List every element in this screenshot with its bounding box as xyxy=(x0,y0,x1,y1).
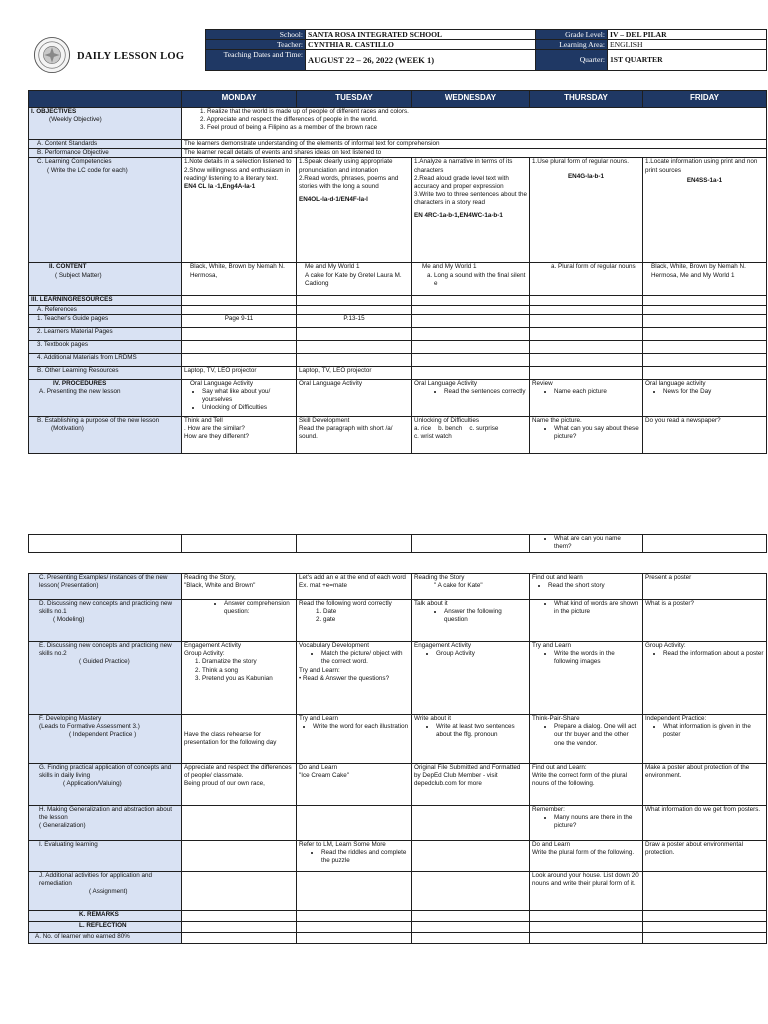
objectives-sub: (Weekly Objective) xyxy=(49,116,102,124)
proc-h-sub: ( Generalization) xyxy=(39,822,86,830)
proc-d-tuesday xyxy=(297,600,412,642)
area-label: Learning Area: xyxy=(536,40,608,50)
area-value: ENGLISH xyxy=(608,40,767,50)
content-title: II. CONTENT xyxy=(49,263,87,271)
proc-i-thu-1: Do and Learn xyxy=(532,841,571,848)
comp-tue-code: EN4OL-la-d-1/EN4F-la-l xyxy=(299,196,368,204)
remarks-row xyxy=(29,911,767,922)
quarter-label: Quarter: xyxy=(536,50,608,71)
proc-c-wednesday xyxy=(412,574,530,600)
proc-b-wed-d: c. wrist watch xyxy=(414,433,452,441)
objectives-list xyxy=(182,108,767,140)
comp-wed-3: 3.Write two to three sentences about the characters in a story read xyxy=(414,191,527,207)
content-tuesday xyxy=(297,263,412,296)
procedure-g-label xyxy=(29,764,182,806)
proc-i-friday: Draw a poster about environmental protection. xyxy=(643,841,767,872)
content-monday: Black, White, Brown by Nemah N. Hermosa, xyxy=(182,263,297,296)
proc-c-thu-title: Find out and learn xyxy=(532,574,583,581)
proc-f-fri-1: • What information is given in the poster xyxy=(663,723,764,739)
continuation-thursday xyxy=(530,535,643,553)
deped-seal-icon xyxy=(33,36,71,74)
proc-g-tue-2: "Ice Cream Cake" xyxy=(299,772,349,780)
document-title: DAILY LESSON LOG xyxy=(77,51,185,62)
proc-a-fri-title: Oral language activity xyxy=(645,379,706,387)
content-sub: ( Subject Matter) xyxy=(55,271,102,279)
comp-mon-2: 2.Show willingness and enthusiasm in reading/ listening to a literary text. xyxy=(184,166,291,182)
other-resources-label: B. Other Learning Resources xyxy=(29,366,182,379)
proc-b-friday: Do you read a newspaper? xyxy=(643,416,767,453)
learners-material-label: 2. Learners Material Pages xyxy=(29,327,182,340)
procedure-a-row xyxy=(29,379,767,416)
day-wednesday: WEDNESDAY xyxy=(412,91,530,108)
proc-c-thu-1: • Read the short story xyxy=(548,582,640,590)
proc-c-wed-2: " A cake for Kate" xyxy=(434,582,483,590)
procedure-a-label: A. Presenting the new lesson xyxy=(39,388,121,396)
proc-i-tuesday xyxy=(297,841,412,872)
day-thursday: THURSDAY xyxy=(530,91,643,108)
competencies-monday xyxy=(182,158,297,263)
tg-monday: Page 9-11 xyxy=(182,314,297,327)
teacher-label: Teacher: xyxy=(206,40,306,50)
comp-mon-1: 1.Note details in a selection listened to xyxy=(184,158,292,166)
proc-g-tue-1: Do and Learn xyxy=(299,764,338,771)
proc-e-wed-1: • Group Activity xyxy=(436,650,527,658)
lesson-grid-top xyxy=(28,90,767,454)
lrdms-row xyxy=(29,353,767,366)
proc-a-wednesday xyxy=(412,379,530,416)
procedure-e-label xyxy=(29,642,182,715)
proc-e-tue-1: • Match the picture/ object with the correct word. xyxy=(321,650,409,666)
proc-d-mon-1: • Answer comprehension question: xyxy=(224,600,294,616)
proc-g-sub: ( Application/Valuing) xyxy=(63,780,122,788)
content-standards-value: The learners demonstrate understanding of the elements of informal text for comprehension xyxy=(182,140,767,149)
procedure-b-sub: (Motivation) xyxy=(51,425,84,433)
proc-c-friday: Present a poster xyxy=(643,574,767,600)
proc-e-thursday xyxy=(530,642,643,715)
procedure-j-row xyxy=(29,872,767,911)
comp-wed-code: EN 4RC-1a-b-1,EN4WC-1a-b-1 xyxy=(414,211,503,219)
proc-g-title: G. Finding practical application of concepts and skills in daily living xyxy=(39,764,172,780)
proc-g-mon-2: Being proud of our own race, xyxy=(184,780,265,788)
grade-value: IV – DEL PILAR xyxy=(608,30,767,40)
proc-b-monday xyxy=(182,416,297,453)
proc-f-monday: Have the class rehearse for presentation for the following day xyxy=(182,715,297,764)
proc-f-friday xyxy=(643,715,767,764)
competencies-tuesday xyxy=(297,158,412,263)
proc-g-tuesday xyxy=(297,764,412,806)
proc-b-wed-c: c. surprise xyxy=(469,425,499,433)
proc-e-fri-title: Group Activity: xyxy=(645,642,686,649)
proc-c-wed-1: Reading the Story xyxy=(414,574,465,581)
proc-h-thu-title: Remember: xyxy=(532,806,565,813)
proc-a-tuesday: Oral Language Activity xyxy=(297,379,412,416)
comp-fri-1: 1.Locate information using print and non print sources xyxy=(645,158,758,174)
proc-f-wednesday xyxy=(412,715,530,764)
proc-d-thu-1: • What kind of words are shown in the picture xyxy=(554,600,640,616)
proc-d-tue-2: 2. gate xyxy=(323,616,409,624)
proc-f-sub2: ( Independent Practice ) xyxy=(69,731,137,739)
proc-b-tue-2: Read the paragraph with short /a/ sound. xyxy=(299,425,393,441)
performance-label: B. Performance Objective xyxy=(29,149,182,158)
proc-f-wed-1: • Write at least two sentences about the ffg. pronoun xyxy=(436,723,527,739)
proc-d-wed-1: • Answer the following question xyxy=(444,608,527,624)
proc-e-mon-2: 2. Think a song xyxy=(202,667,294,675)
continuation-row xyxy=(29,535,767,553)
procedure-d-row xyxy=(29,600,767,642)
proc-g-thu-1: Find out and Learn: xyxy=(532,764,587,771)
competencies-wednesday xyxy=(412,158,530,263)
proc-f-thursday xyxy=(530,715,643,764)
tg-tuesday: P.13-15 xyxy=(297,314,412,327)
proc-j-sub: ( Assignment) xyxy=(89,888,128,896)
proc-d-title: D. Discussing new concepts and practicing new skills no.1 xyxy=(39,600,173,616)
procedure-d-label xyxy=(29,600,182,642)
school-label: School: xyxy=(206,30,306,40)
lesson-grid-bottom xyxy=(28,573,767,944)
proc-c-tuesday xyxy=(297,574,412,600)
learners-material-row xyxy=(29,327,767,340)
teacher-value: CYNTHIA R. CASTILLO xyxy=(306,40,536,50)
competencies-thursday xyxy=(530,158,643,263)
proc-e-title: E. Discussing new concepts and practicing new skills no.2 xyxy=(39,642,172,658)
proc-h-title: H. Making Generalization and abstraction about the lesson xyxy=(39,806,173,822)
reflection-row xyxy=(29,922,767,933)
reflection-label: L. REFLECTION xyxy=(29,922,182,933)
competencies-title: C. Learning Competencies xyxy=(37,158,112,166)
procedure-b-title: B. Establishing a purpose of the new lesson xyxy=(37,416,160,424)
procedure-c-label: C. Presenting Examples/ instances of the new lesson( Presentation) xyxy=(29,574,182,600)
procedure-h-label xyxy=(29,806,182,841)
proc-b-tue-1: Skill Development xyxy=(299,416,350,424)
procedure-g-row xyxy=(29,764,767,806)
proc-a-wed-title: Oral Language Activity xyxy=(414,379,478,387)
proc-i-tue-title: Refer to LM, Learn Some More xyxy=(299,841,386,848)
procedures-label xyxy=(29,379,182,416)
proc-e-mon-1: 1. Dramatize the story xyxy=(202,658,294,666)
proc-c-monday xyxy=(182,574,297,600)
proc-g-mon-1: Appreciate and respect the differences of people/ classmate. xyxy=(184,764,292,780)
content-standards-row xyxy=(29,140,767,149)
proc-e-thu-title: Try and Learn xyxy=(532,642,571,649)
proc-c-tue-2: Ex. mat +e=mate xyxy=(299,582,347,590)
content-tue-2: A cake for Kate by Gretel Laura M. Cadiong xyxy=(305,271,402,287)
procedure-h-row xyxy=(29,806,767,841)
proc-a-thu-1: • Name each picture xyxy=(554,388,640,396)
procedure-e-row xyxy=(29,642,767,715)
proc-g-thu-2: Write the correct form of the plural nouns of the following. xyxy=(532,772,628,788)
proc-e-tue-title: Vocabulary Development xyxy=(299,642,370,649)
proc-e-mon-3: 3. Pretend you as Kabunian xyxy=(202,675,294,683)
proc-e-mon-title-1: Engagement Activity xyxy=(184,642,242,649)
references-label: A. References xyxy=(29,305,182,314)
learners-80-row xyxy=(29,933,767,944)
proc-f-sub: (Leads to Formative Assessment 3.) xyxy=(39,723,140,731)
proc-c-mon-2: "Black, White and Brown" xyxy=(184,582,256,590)
competencies-friday xyxy=(643,158,767,263)
proc-b-tuesday xyxy=(297,416,412,453)
content-standards-label: A. Content Standards xyxy=(29,140,182,149)
teachers-guide-label: 1. Teacher's Guide pages xyxy=(29,314,182,327)
proc-j-title: J. Additional activities for application and remediation xyxy=(39,872,153,888)
proc-g-thursday xyxy=(530,764,643,806)
proc-b-wednesday xyxy=(412,416,530,453)
references-row xyxy=(29,305,767,314)
content-wed-item: a. Long a sound with the final silent e xyxy=(434,272,527,288)
proc-a-monday xyxy=(182,379,297,416)
proc-f-title: F. Developing Mastery xyxy=(39,715,102,722)
proc-e-tue-2: Try and Learn: xyxy=(299,666,340,674)
proc-b-thursday xyxy=(530,416,643,453)
proc-b-thu-1: • What can you say about these picture? xyxy=(554,425,640,441)
proc-e-mon-title-2: Group Activity: xyxy=(184,650,225,658)
content-wed-title: Me and My World 1 xyxy=(422,263,477,271)
day-monday: MONDAY xyxy=(182,91,297,108)
proc-e-thu-1: • Write the words in the following images xyxy=(554,650,640,666)
procedure-j-label xyxy=(29,872,182,911)
comp-thu-code: EN4G-la-b-1 xyxy=(567,172,605,180)
proc-d-thursday xyxy=(530,600,643,642)
procedure-f-label xyxy=(29,715,182,764)
proc-e-friday xyxy=(643,642,767,715)
proc-e-wednesday xyxy=(412,642,530,715)
proc-c-tue-1: Let's add an e at the end of each word xyxy=(299,574,406,581)
proc-f-thu-title: Think-Pair-Share xyxy=(532,715,580,722)
proc-h-thursday xyxy=(530,806,643,841)
proc-e-monday xyxy=(182,642,297,715)
content-label xyxy=(29,263,182,296)
proc-a-fri-1: • News for the Day xyxy=(663,388,764,396)
proc-e-tue-3: • Read & Answer the questions? xyxy=(299,674,390,682)
resources-row xyxy=(29,296,767,305)
proc-h-friday: What information do we get from posters. xyxy=(643,806,767,841)
comp-tue-2: 2.Read words, phrases, poems and stories with the long a sound xyxy=(299,174,399,191)
proc-i-tue-1: • Read the riddles and complete the puzzle xyxy=(321,849,409,865)
proc-d-sub: ( Modeling) xyxy=(53,616,85,624)
textbook-label: 3. Textbook pages xyxy=(29,340,182,353)
comp-thu-1: 1.Use plural form of regular nouns. xyxy=(532,158,629,166)
lesson-grid-continuation xyxy=(28,534,767,553)
proc-f-wed-title: Write about it xyxy=(414,715,451,722)
comp-fri-code: EN4SS-1a-1 xyxy=(686,176,723,184)
proc-e-wed-title: Engagement Activity xyxy=(414,642,472,649)
proc-e-tuesday xyxy=(297,642,412,715)
proc-d-wednesday xyxy=(412,600,530,642)
content-row xyxy=(29,263,767,296)
proc-e-sub: ( Guided Practice) xyxy=(79,658,130,666)
content-friday: Black, White, Brown by Nemah N. Hermosa, Me and My World 1 xyxy=(643,263,767,296)
procedures-title: IV. PROCEDURES xyxy=(53,379,107,387)
comp-tue-1: 1.Speak clearly using appropriate pronunciation and intonation xyxy=(299,158,393,174)
proc-e-fri-1: • Read the information about a poster xyxy=(663,650,764,658)
school-value: SANTA ROSA INTEGRATED SCHOOL xyxy=(306,30,536,40)
quarter-value: 1ST QUARTER xyxy=(608,50,767,71)
learners-80-label: A. No. of learner who earned 80% xyxy=(29,933,182,944)
content-tue-1: Me and My World 1 xyxy=(305,263,360,271)
other-tuesday: Laptop, TV, LEO projector xyxy=(297,366,412,379)
procedure-i-label: I. Evaluating learning xyxy=(29,841,182,872)
remarks-label: K. REMARKS xyxy=(29,911,182,922)
comp-wed-2: 2.Read aloud grade level text with accuracy and proper expression xyxy=(414,174,509,191)
proc-a-mon-2: • Unlocking of Difficulties xyxy=(202,404,294,412)
competencies-sub: ( Write the LC code for each) xyxy=(47,166,128,174)
procedure-i-row xyxy=(29,841,767,872)
grade-label: Grade Level: xyxy=(536,30,608,40)
proc-c-thursday xyxy=(530,574,643,600)
day-header-row xyxy=(29,91,767,108)
procedure-b-label xyxy=(29,416,182,453)
proc-f-tue-title: Try and Learn xyxy=(299,715,338,722)
proc-d-tue-title: Read the following word correctly xyxy=(299,600,392,607)
day-tuesday: TUESDAY xyxy=(297,91,412,108)
objective-1: 1. Realize that the world is made up of people of different races and colors. xyxy=(200,108,409,115)
proc-b-wed-a: a. rice xyxy=(414,425,432,433)
proc-g-monday xyxy=(182,764,297,806)
performance-value: The learner recall details of events and shares ideas on text listened to xyxy=(182,149,767,158)
proc-a-thursday xyxy=(530,379,643,416)
other-monday: Laptop, TV, LEO projector xyxy=(182,366,297,379)
header-info-table xyxy=(205,29,767,71)
competencies-row xyxy=(29,158,767,263)
comp-mon-code: EN4 CL la -1,Eng4A-la-1 xyxy=(184,183,256,191)
proc-d-wed-title: Talk about it xyxy=(414,600,448,607)
textbook-row xyxy=(29,340,767,353)
proc-a-mon-title: Oral Language Activity xyxy=(190,379,254,387)
proc-h-thu-1: • Many nouns are there in the picture? xyxy=(554,814,640,830)
proc-a-friday xyxy=(643,379,767,416)
cont-thu-1: • What are can you name them? xyxy=(554,535,640,551)
resources-label: III. LEARNINGRESOURCES xyxy=(29,296,182,305)
proc-b-mon-1: Think and Tell xyxy=(184,416,223,424)
other-resources-row xyxy=(29,366,767,379)
proc-b-wed-title: Unlocking of Difficulties xyxy=(414,416,479,424)
teachers-guide-row xyxy=(29,314,767,327)
objective-2: 2. Appreciate and respect the differences of people in the world. xyxy=(200,116,378,124)
procedure-c-row xyxy=(29,574,767,600)
proc-i-thursday xyxy=(530,841,643,872)
proc-f-tue-1: • Write the word for each illustration xyxy=(313,723,409,731)
proc-j-thursday: Look around your house. List down 20 nouns and write their plural form of it. xyxy=(530,872,643,911)
procedure-f-row xyxy=(29,715,767,764)
performance-row xyxy=(29,149,767,158)
day-friday: FRIDAY xyxy=(643,91,767,108)
dates-label: Teaching Dates and Time: xyxy=(206,50,306,71)
corner-cell xyxy=(29,91,182,108)
proc-b-thu-title: Name the picture. xyxy=(532,416,582,424)
proc-b-wed-b: b. bench xyxy=(438,425,463,433)
comp-wed-1: 1.Analyze a narrative in terms of its characters xyxy=(414,158,513,174)
content-thursday xyxy=(530,263,643,296)
proc-b-mon-3: How are they different? xyxy=(184,433,249,441)
proc-d-friday: What is a poster? xyxy=(643,600,767,642)
proc-a-wed-1: • Read the sentences correctly xyxy=(444,388,527,396)
proc-a-thu-title: Review xyxy=(532,379,553,387)
proc-f-thu-1: • Prepare a dialog. One will act our thr buyer and the other one the vendor. xyxy=(554,723,640,748)
proc-i-thu-2: Write the plural form of the following. xyxy=(532,849,635,857)
content-thu-item: a. Plural form of regular nouns xyxy=(558,263,640,271)
procedure-b-row xyxy=(29,416,767,453)
proc-g-wednesday: Original File Submitted and Formatted by DepEd Club Member - visit depedclub.com for more xyxy=(412,764,530,806)
proc-b-mon-2: . How are the similar? xyxy=(184,425,245,433)
objectives-row xyxy=(29,108,767,140)
objectives-title: I. OBJECTIVES xyxy=(31,108,77,115)
dates-value: AUGUST 22 – 26, 2022 (WEEK 1) xyxy=(306,50,536,71)
content-wednesday xyxy=(412,263,530,296)
objectives-label xyxy=(29,108,182,140)
proc-c-mon-1: Reading the Story, xyxy=(184,574,236,581)
competencies-label xyxy=(29,158,182,263)
proc-d-tue-1: 1. Date xyxy=(323,608,409,616)
proc-d-monday xyxy=(182,600,297,642)
proc-a-mon-1: • Say what like about you/ yourselves xyxy=(202,388,294,404)
objective-3: 3. Feel proud of being a Filipino as a member of the brown race xyxy=(200,124,378,132)
proc-g-friday: Make a poster about protection of the environment. xyxy=(643,764,767,806)
proc-f-fri-title: Independent Practice: xyxy=(645,715,707,722)
lrdms-label: 4. Additional Materials from LRDMS xyxy=(29,353,182,366)
proc-f-tuesday xyxy=(297,715,412,764)
